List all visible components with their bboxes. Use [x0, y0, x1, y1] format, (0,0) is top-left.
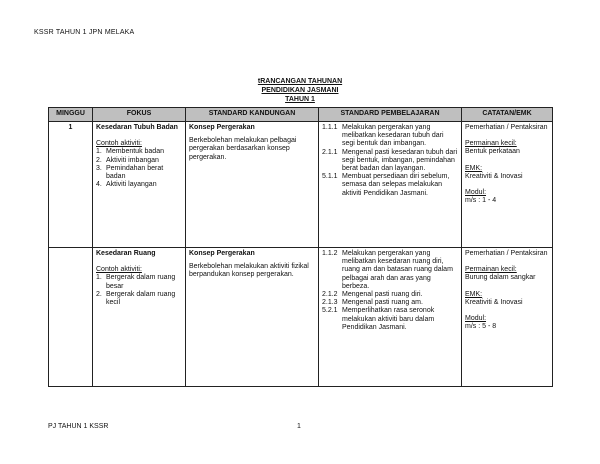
catatan-emk-value: Kreativiti & Inovasi — [465, 298, 523, 306]
catatan-permainan-value: Burung dalam sangkar — [465, 274, 536, 282]
title-line-2: PENDIDIKAN JASMANI — [261, 87, 339, 94]
list-item: 2.1.1 Mengenal pasti kesedaran tubuh dari segi bentuk, imbangan, pemindahan berat badan dan layangan. — [322, 148, 458, 173]
standard-pembelajaran-cell — [319, 248, 462, 387]
list-item: 4. Aktiviti layangan — [96, 181, 157, 189]
fokus-subtitle: Contoh aktiviti: — [96, 266, 142, 274]
catatan-emk-label: EMK: — [465, 290, 483, 298]
list-item: 5.1.1 Membuat persediaan diri sebelum, semasa dan selepas melakukan aktiviti Pendidikan Jasmani. — [322, 173, 450, 197]
fokus-title: Kesedaran Tubuh Badan — [96, 124, 178, 131]
sk-title: Konsep Pergerakan — [189, 124, 255, 131]
page-header: KSSR TAHUN 1 JPN MELAKA — [34, 29, 135, 36]
catatan-modul-value: m/s : 5 - 8 — [465, 323, 497, 331]
col-header-fokus: FOKUS — [93, 108, 186, 122]
list-item: 2. Aktiviti imbangan — [96, 156, 159, 164]
col-header-standard-kandungan: STANDARD KANDUNGAN — [186, 108, 319, 122]
page-number: 1 — [297, 423, 301, 430]
title-line-1: tRANCANGAN TAHUNAN — [257, 78, 343, 85]
catatan-emk-value: Kreativiti & Inovasi — [465, 172, 523, 180]
fokus-subtitle: Contoh aktiviti: — [96, 140, 142, 148]
fokus-cell — [93, 248, 186, 387]
catatan-modul-label: Modul: — [465, 315, 487, 323]
catatan-cell — [462, 122, 553, 248]
col-header-catatan: CATATAN/EMK — [462, 108, 553, 122]
table-row — [49, 122, 553, 248]
sk-text: Berkebolehan melakukan aktiviti fizikal berpandukan konsep pergerakan. — [189, 263, 309, 279]
catatan-permainan-label: Permainan kecil: — [465, 140, 517, 148]
standard-kandungan-cell — [186, 248, 319, 387]
fokus-title: Kesedaran Ruang — [96, 250, 156, 257]
sk-title: Konsep Pergerakan — [189, 250, 255, 257]
catatan-emk-label: EMK: — [465, 164, 483, 172]
title-line-3: TAHUN 1 — [285, 96, 315, 103]
plan-table — [48, 107, 553, 387]
catatan-permainan-label: Permainan kecil: — [465, 266, 517, 274]
catatan-permainan-value: Bentuk perkataan — [465, 148, 520, 156]
standard-kandungan-cell — [186, 122, 319, 248]
list-item: 2. Bergerak dalam ruang kecil — [96, 290, 176, 307]
list-item: 2.1.3 Mengenal pasti ruang am. — [322, 299, 423, 307]
sk-text: Berkebolehan melakukan pelbagai pergerakan berdasarkan konsep pergerakan. — [189, 137, 297, 161]
catatan-pentaksiran: Pemerhatian / Pentaksiran — [465, 124, 548, 131]
minggu-cell: 1 — [49, 122, 93, 248]
list-item: 1. Bergerak dalam ruang besar — [96, 274, 176, 290]
catatan-modul-label: Modul: — [465, 189, 487, 197]
document-titles — [0, 77, 600, 104]
page-footer: PJ TAHUN 1 KSSR — [48, 423, 109, 430]
list-item: 3. Pemindahan berat badan — [96, 164, 164, 181]
list-item: 1.1.1 Melakukan pergerakan yang melibatkan kesedaran tubuh dari segi bentuk dan imbangan. — [322, 124, 444, 148]
list-item: 1. Membentuk badan — [96, 148, 164, 156]
table-row — [49, 248, 553, 387]
list-item: 1.1.2 Melakukan pergerakan yang melibatkan kesedaran ruang diri, ruang am dan batasan ruang dalam pelbagai arah dan aras yang berbeza. — [322, 250, 453, 290]
catatan-pentaksiran: Pemerhatian / Pentaksiran — [465, 250, 548, 257]
list-item: 2.1.2 Mengenal pasti ruang diri. — [322, 291, 423, 299]
table-header-row — [49, 108, 553, 122]
standard-pembelajaran-cell — [319, 122, 462, 248]
fokus-cell — [93, 122, 186, 248]
catatan-modul-value: m/s : 1 - 4 — [465, 197, 497, 205]
col-header-minggu: MINGGU — [49, 108, 93, 122]
minggu-cell — [49, 248, 93, 387]
list-item: 5.2.1 Memperlihatkan rasa seronok melakukan aktiviti baru dalam Pendidikan Jasmani. — [322, 307, 435, 331]
catatan-cell — [462, 248, 553, 387]
col-header-standard-pembelajaran: STANDARD PEMBELAJARAN — [319, 108, 462, 122]
